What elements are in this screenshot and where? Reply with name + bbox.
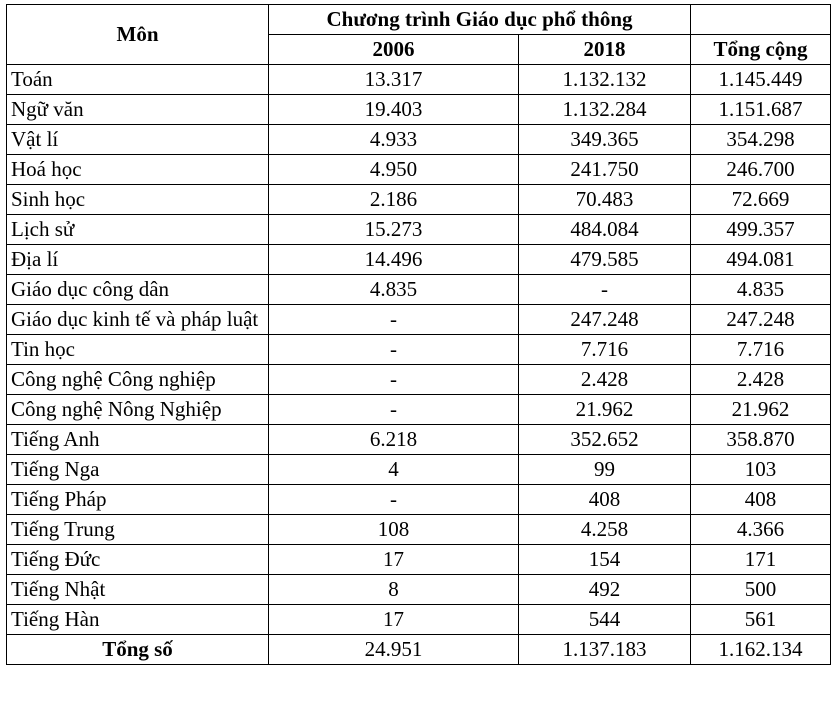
row-subject: Tiếng Trung <box>7 515 269 545</box>
row-2006: 8 <box>269 575 519 605</box>
row-total: 500 <box>691 575 831 605</box>
row-subject: Sinh học <box>7 185 269 215</box>
row-2006: 19.403 <box>269 95 519 125</box>
row-subject: Vật lí <box>7 125 269 155</box>
row-2006: - <box>269 305 519 335</box>
row-2018: 492 <box>519 575 691 605</box>
row-2018: 479.585 <box>519 245 691 275</box>
table-row <box>7 485 831 515</box>
row-2018: 21.962 <box>519 395 691 425</box>
row-subject: Giáo dục kinh tế và pháp luật <box>7 305 269 335</box>
row-total: 1.151.687 <box>691 95 831 125</box>
row-total: 4.835 <box>691 275 831 305</box>
row-2018: 408 <box>519 485 691 515</box>
row-total: 21.962 <box>691 395 831 425</box>
table-row <box>7 155 831 185</box>
table-row <box>7 545 831 575</box>
row-total: 7.716 <box>691 335 831 365</box>
row-total: 4.366 <box>691 515 831 545</box>
row-subject: Tin học <box>7 335 269 365</box>
row-subject: Tiếng Hàn <box>7 605 269 635</box>
row-subject: Hoá học <box>7 155 269 185</box>
row-subject: Địa lí <box>7 245 269 275</box>
row-2006: - <box>269 335 519 365</box>
row-2006: 17 <box>269 605 519 635</box>
table-row <box>7 95 831 125</box>
table-row <box>7 305 831 335</box>
row-2006: - <box>269 365 519 395</box>
row-2006: - <box>269 485 519 515</box>
header-2006: 2006 <box>269 35 519 65</box>
total-sum: 1.162.134 <box>691 635 831 665</box>
row-subject: Toán <box>7 65 269 95</box>
row-subject: Giáo dục công dân <box>7 275 269 305</box>
row-2018: - <box>519 275 691 305</box>
total-2018: 1.137.183 <box>519 635 691 665</box>
exam-statistics-table <box>6 4 831 665</box>
row-2018: 4.258 <box>519 515 691 545</box>
row-total: 171 <box>691 545 831 575</box>
row-2018: 544 <box>519 605 691 635</box>
header-total: Tổng cộng <box>691 35 831 65</box>
table-row <box>7 65 831 95</box>
row-subject: Tiếng Nhật <box>7 575 269 605</box>
row-2006: 4.835 <box>269 275 519 305</box>
row-2006: 2.186 <box>269 185 519 215</box>
total-2006: 24.951 <box>269 635 519 665</box>
row-total: 247.248 <box>691 305 831 335</box>
row-total: 354.298 <box>691 125 831 155</box>
row-2018: 2.428 <box>519 365 691 395</box>
table-body <box>7 65 831 635</box>
row-subject: Tiếng Đức <box>7 545 269 575</box>
table-row <box>7 395 831 425</box>
header-program: Chương trình Giáo dục phổ thông <box>269 5 691 35</box>
row-2018: 352.652 <box>519 425 691 455</box>
row-2018: 247.248 <box>519 305 691 335</box>
header-empty <box>691 5 831 35</box>
row-subject: Lịch sử <box>7 215 269 245</box>
row-2006: - <box>269 395 519 425</box>
row-total: 494.081 <box>691 245 831 275</box>
row-total: 358.870 <box>691 425 831 455</box>
table-row <box>7 515 831 545</box>
row-2006: 14.496 <box>269 245 519 275</box>
row-2006: 6.218 <box>269 425 519 455</box>
table-row <box>7 185 831 215</box>
total-label: Tổng số <box>7 635 269 665</box>
row-total: 72.669 <box>691 185 831 215</box>
row-2006: 4.933 <box>269 125 519 155</box>
row-total: 1.145.449 <box>691 65 831 95</box>
table-row <box>7 575 831 605</box>
row-2006: 13.317 <box>269 65 519 95</box>
row-2018: 7.716 <box>519 335 691 365</box>
row-subject: Ngữ văn <box>7 95 269 125</box>
table-row <box>7 245 831 275</box>
table-row <box>7 215 831 245</box>
row-2006: 4.950 <box>269 155 519 185</box>
row-2018: 154 <box>519 545 691 575</box>
row-subject: Tiếng Pháp <box>7 485 269 515</box>
row-2018: 1.132.284 <box>519 95 691 125</box>
table-row <box>7 275 831 305</box>
row-total: 499.357 <box>691 215 831 245</box>
row-total: 2.428 <box>691 365 831 395</box>
row-subject: Tiếng Nga <box>7 455 269 485</box>
row-subject: Tiếng Anh <box>7 425 269 455</box>
header-subject: Môn <box>7 5 269 65</box>
row-total: 103 <box>691 455 831 485</box>
row-2018: 484.084 <box>519 215 691 245</box>
table-row <box>7 365 831 395</box>
row-2006: 17 <box>269 545 519 575</box>
total-row <box>7 635 831 665</box>
row-2018: 241.750 <box>519 155 691 185</box>
table-row <box>7 455 831 485</box>
row-2018: 349.365 <box>519 125 691 155</box>
row-2018: 99 <box>519 455 691 485</box>
table-row <box>7 425 831 455</box>
row-subject: Công nghệ Công nghiệp <box>7 365 269 395</box>
header-2018: 2018 <box>519 35 691 65</box>
table-row <box>7 335 831 365</box>
row-2006: 15.273 <box>269 215 519 245</box>
table-row <box>7 605 831 635</box>
row-2018: 1.132.132 <box>519 65 691 95</box>
row-2006: 4 <box>269 455 519 485</box>
row-total: 561 <box>691 605 831 635</box>
row-total: 408 <box>691 485 831 515</box>
row-subject: Công nghệ Nông Nghiệp <box>7 395 269 425</box>
row-total: 246.700 <box>691 155 831 185</box>
row-2018: 70.483 <box>519 185 691 215</box>
row-2006: 108 <box>269 515 519 545</box>
table-row <box>7 125 831 155</box>
